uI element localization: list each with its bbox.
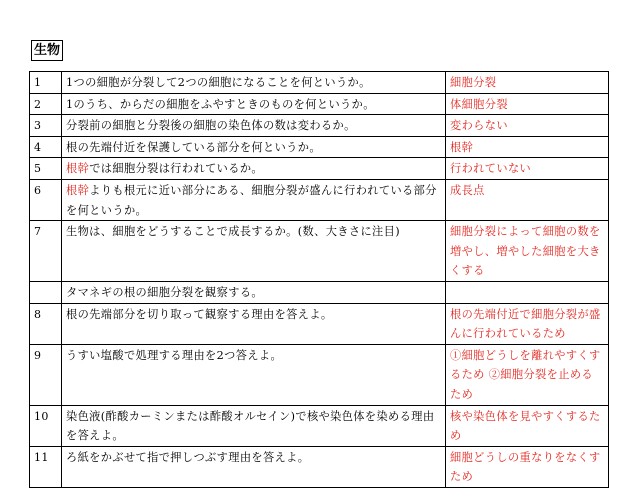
- table-row: [30, 446, 609, 487]
- row-number: 6: [30, 179, 62, 220]
- answer-cell: 体細胞分裂: [446, 93, 609, 115]
- question-cell: うすい塩酸で処理する理由を2つ答えよ。: [62, 344, 446, 405]
- question-cell: 分裂前の細胞と分裂後の細胞の染色体の数は変わるか。: [62, 115, 446, 137]
- answer-cell: 根の先端付近で細胞分裂が盛んに行われているため: [446, 303, 609, 344]
- table-row: [30, 303, 609, 344]
- question-text: では細胞分裂は行われているか。: [89, 162, 264, 176]
- answer-cell: 核や染色体を見やすくするため: [446, 405, 609, 446]
- question-text: よりも根元に近い部分にある、細胞分裂が盛んに行われている部分を何というか。: [66, 183, 437, 217]
- table-row: [30, 405, 609, 446]
- answer-cell: 細胞どうしの重なりをなくすため: [446, 446, 609, 487]
- question-cell: 根の先端付近を保護している部分を何というか。: [62, 136, 446, 158]
- page-title: 生物: [31, 40, 63, 61]
- answer-cell: 根幹: [446, 136, 609, 158]
- question-cell: [62, 158, 446, 180]
- table-row: [30, 344, 609, 405]
- table-row: [30, 221, 609, 282]
- row-number: 3: [30, 115, 62, 137]
- table-row: [30, 158, 609, 180]
- row-number: [30, 281, 62, 303]
- table-row: [30, 115, 609, 137]
- answer-cell: ①細胞どうしを離れやすくするため ②細胞分裂を止めるため: [446, 344, 609, 405]
- question-cell: 1のうち、からだの細胞をふやすときのものを何というか。: [62, 93, 446, 115]
- answer-cell: 細胞分裂: [446, 72, 609, 94]
- section-heading-cell: タマネギの根の細胞分裂を観察する。: [62, 281, 446, 303]
- row-number: 11: [30, 446, 62, 487]
- answer-cell: 変わらない: [446, 115, 609, 137]
- row-number: 1: [30, 72, 62, 94]
- row-number: 9: [30, 344, 62, 405]
- table-row: [30, 179, 609, 220]
- row-number: 10: [30, 405, 62, 446]
- table-row: [30, 72, 609, 94]
- question-cell: 生物は、細胞をどうすることで成長するか。(数、大きさに注目): [62, 221, 446, 282]
- answer-cell: 細胞分裂によって細胞の数を増やし、増やした細胞を大きくする: [446, 221, 609, 282]
- highlighted-term: 根幹: [66, 162, 90, 176]
- table-row: [30, 281, 609, 303]
- question-cell: ろ紙をかぶせて指で押しつぶす理由を答えよ。: [62, 446, 446, 487]
- answer-cell: [446, 281, 609, 303]
- question-cell: 根の先端部分を切り取って観察する理由を答えよ。: [62, 303, 446, 344]
- row-number: 5: [30, 158, 62, 180]
- row-number: 4: [30, 136, 62, 158]
- answer-cell: 成長点: [446, 179, 609, 220]
- highlighted-term: 根幹: [66, 183, 90, 197]
- question-cell: 染色液(酢酸カーミンまたは酢酸オルセイン)で核や染色体を染める理由を答えよ。: [62, 405, 446, 446]
- question-cell: [62, 179, 446, 220]
- qa-table: [29, 71, 609, 488]
- question-cell: 1つの細胞が分裂して2つの細胞になることを何というか。: [62, 72, 446, 94]
- table-row: [30, 93, 609, 115]
- row-number: 2: [30, 93, 62, 115]
- answer-cell: 行われていない: [446, 158, 609, 180]
- row-number: 7: [30, 221, 62, 282]
- row-number: 8: [30, 303, 62, 344]
- table-row: [30, 136, 609, 158]
